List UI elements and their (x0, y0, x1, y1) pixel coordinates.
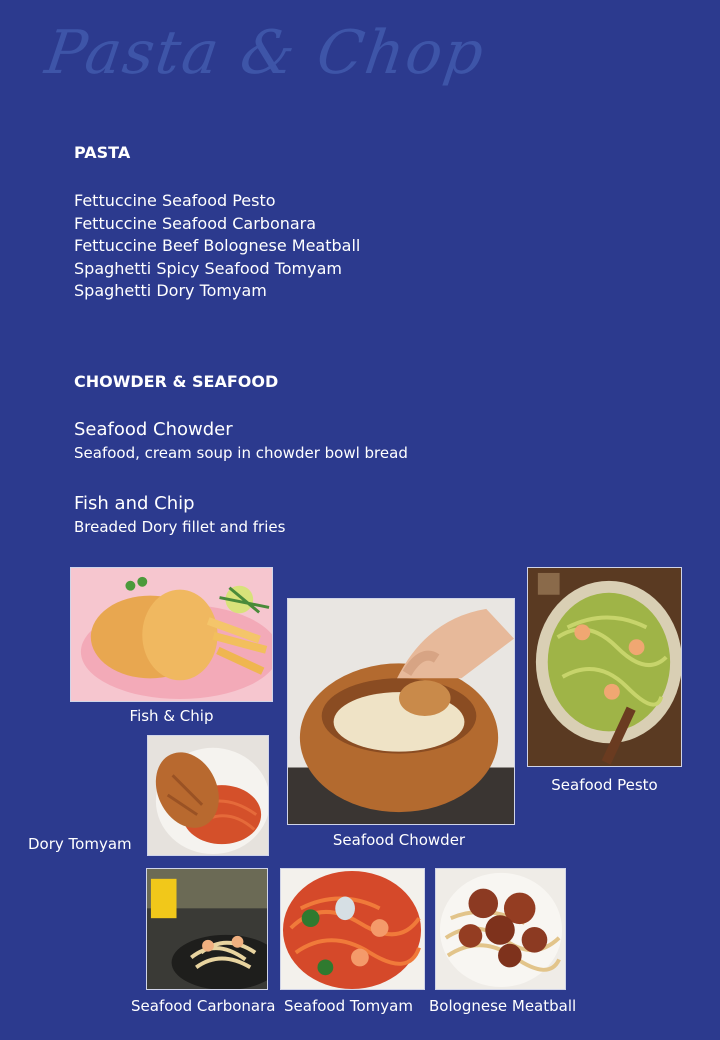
caption-fish-chip: Fish & Chip (129, 707, 214, 725)
menu-item-description: Breaded Dory fillet and fries (74, 518, 286, 536)
menu-item-name: Fish and Chip (74, 493, 195, 514)
caption-seafood-chowder: Seafood Chowder (332, 831, 466, 849)
menu-item-description: Seafood, cream soup in chowder bowl bread (74, 444, 408, 462)
section-title-chowder: CHOWDER & SEAFOOD (74, 372, 279, 391)
caption-dory-tomyam: Dory Tomyam (28, 835, 132, 853)
pasta-list (74, 190, 360, 303)
menu-item-name: Seafood Chowder (74, 419, 233, 440)
seafood-tomyam-photo (280, 868, 425, 990)
pasta-item: Fettuccine Seafood Pesto (74, 191, 276, 210)
pasta-item: Spaghetti Dory Tomyam (74, 281, 267, 300)
caption-seafood-tomyam: Seafood Tomyam (284, 997, 413, 1015)
pasta-item: Fettuccine Seafood Carbonara (74, 213, 317, 233)
pasta-item: Spaghetti Spicy Seafood Tomyam (74, 258, 342, 278)
caption-bolognese-meatball: Bolognese Meatball (429, 997, 577, 1015)
seafood-carbonara-photo (146, 868, 268, 990)
brand-logo: Pasta & Chop (41, 18, 490, 88)
dory-tomyam-photo (147, 735, 269, 856)
fish-chip-photo (70, 567, 273, 702)
seafood-pesto-photo (527, 567, 682, 767)
bolognese-meatball-photo (435, 868, 566, 990)
caption-seafood-carbonara: Seafood Carbonara (131, 997, 276, 1015)
section-title-pasta: PASTA (74, 143, 131, 162)
seafood-chowder-photo (287, 598, 515, 825)
pasta-item: Fettuccine Beef Bolognese Meatball (74, 236, 361, 255)
caption-seafood-pesto: Seafood Pesto (551, 776, 658, 794)
